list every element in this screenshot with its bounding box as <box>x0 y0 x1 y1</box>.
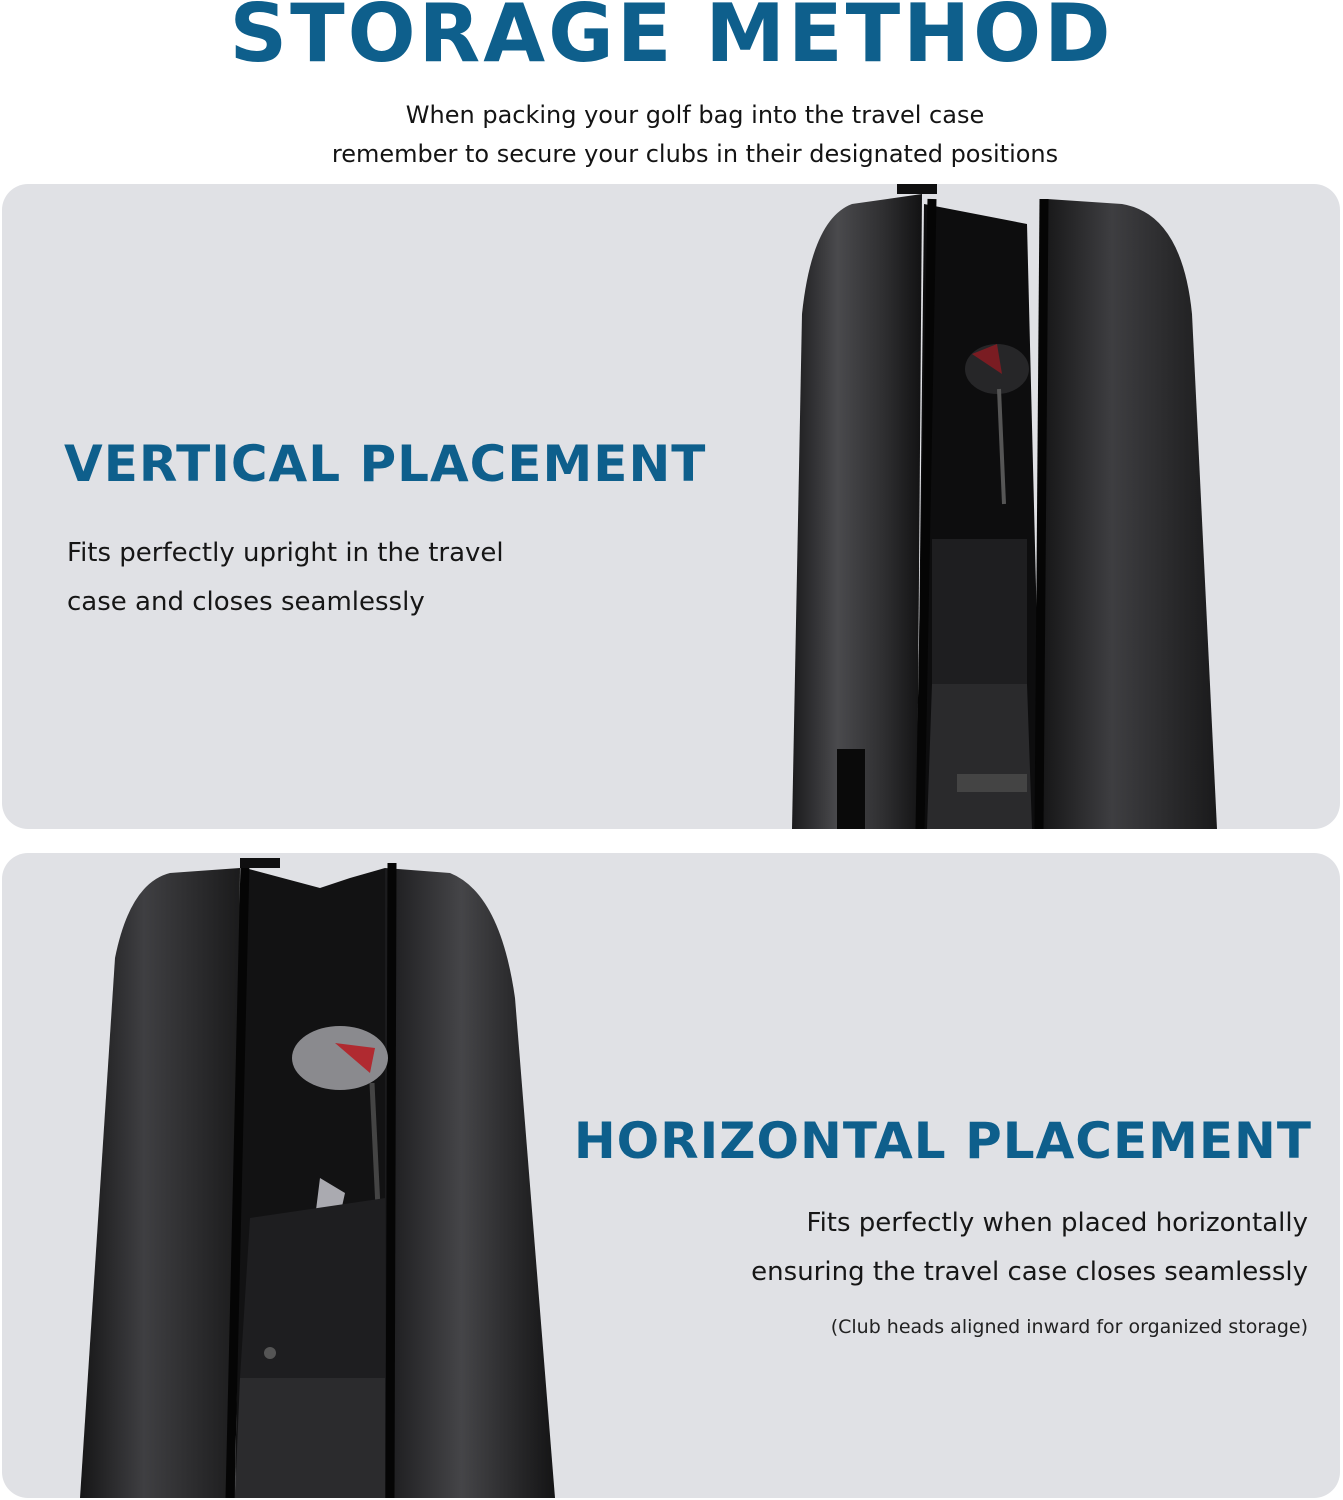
golf-travel-case-horizontal-image <box>80 858 560 1498</box>
intro-line-1: When packing your golf bag into the travel case <box>405 101 985 129</box>
horizontal-line-2: ensuring the travel case closes seamlessly <box>751 1257 1308 1287</box>
horizontal-note: (Club heads aligned inward for organized storage) <box>830 1316 1308 1338</box>
intro-text <box>0 96 1343 174</box>
page-title: STORAGE METHOD <box>229 0 1114 80</box>
intro-line-2: remember to secure your clubs in their designated positions <box>331 140 1059 168</box>
golf-travel-case-vertical-image <box>792 184 1222 829</box>
horizontal-placement-heading: HORIZONTAL PLACEMENT <box>573 1112 1312 1170</box>
vertical-placement-panel <box>2 184 1340 829</box>
horizontal-placement-panel <box>2 853 1340 1498</box>
horizontal-line-1: Fits perfectly when placed horizontally <box>806 1208 1308 1238</box>
vertical-line-2: case and closes seamlessly <box>67 587 425 617</box>
vertical-placement-heading: VERTICAL PLACEMENT <box>64 435 707 493</box>
vertical-line-1: Fits perfectly upright in the travel <box>67 538 504 568</box>
